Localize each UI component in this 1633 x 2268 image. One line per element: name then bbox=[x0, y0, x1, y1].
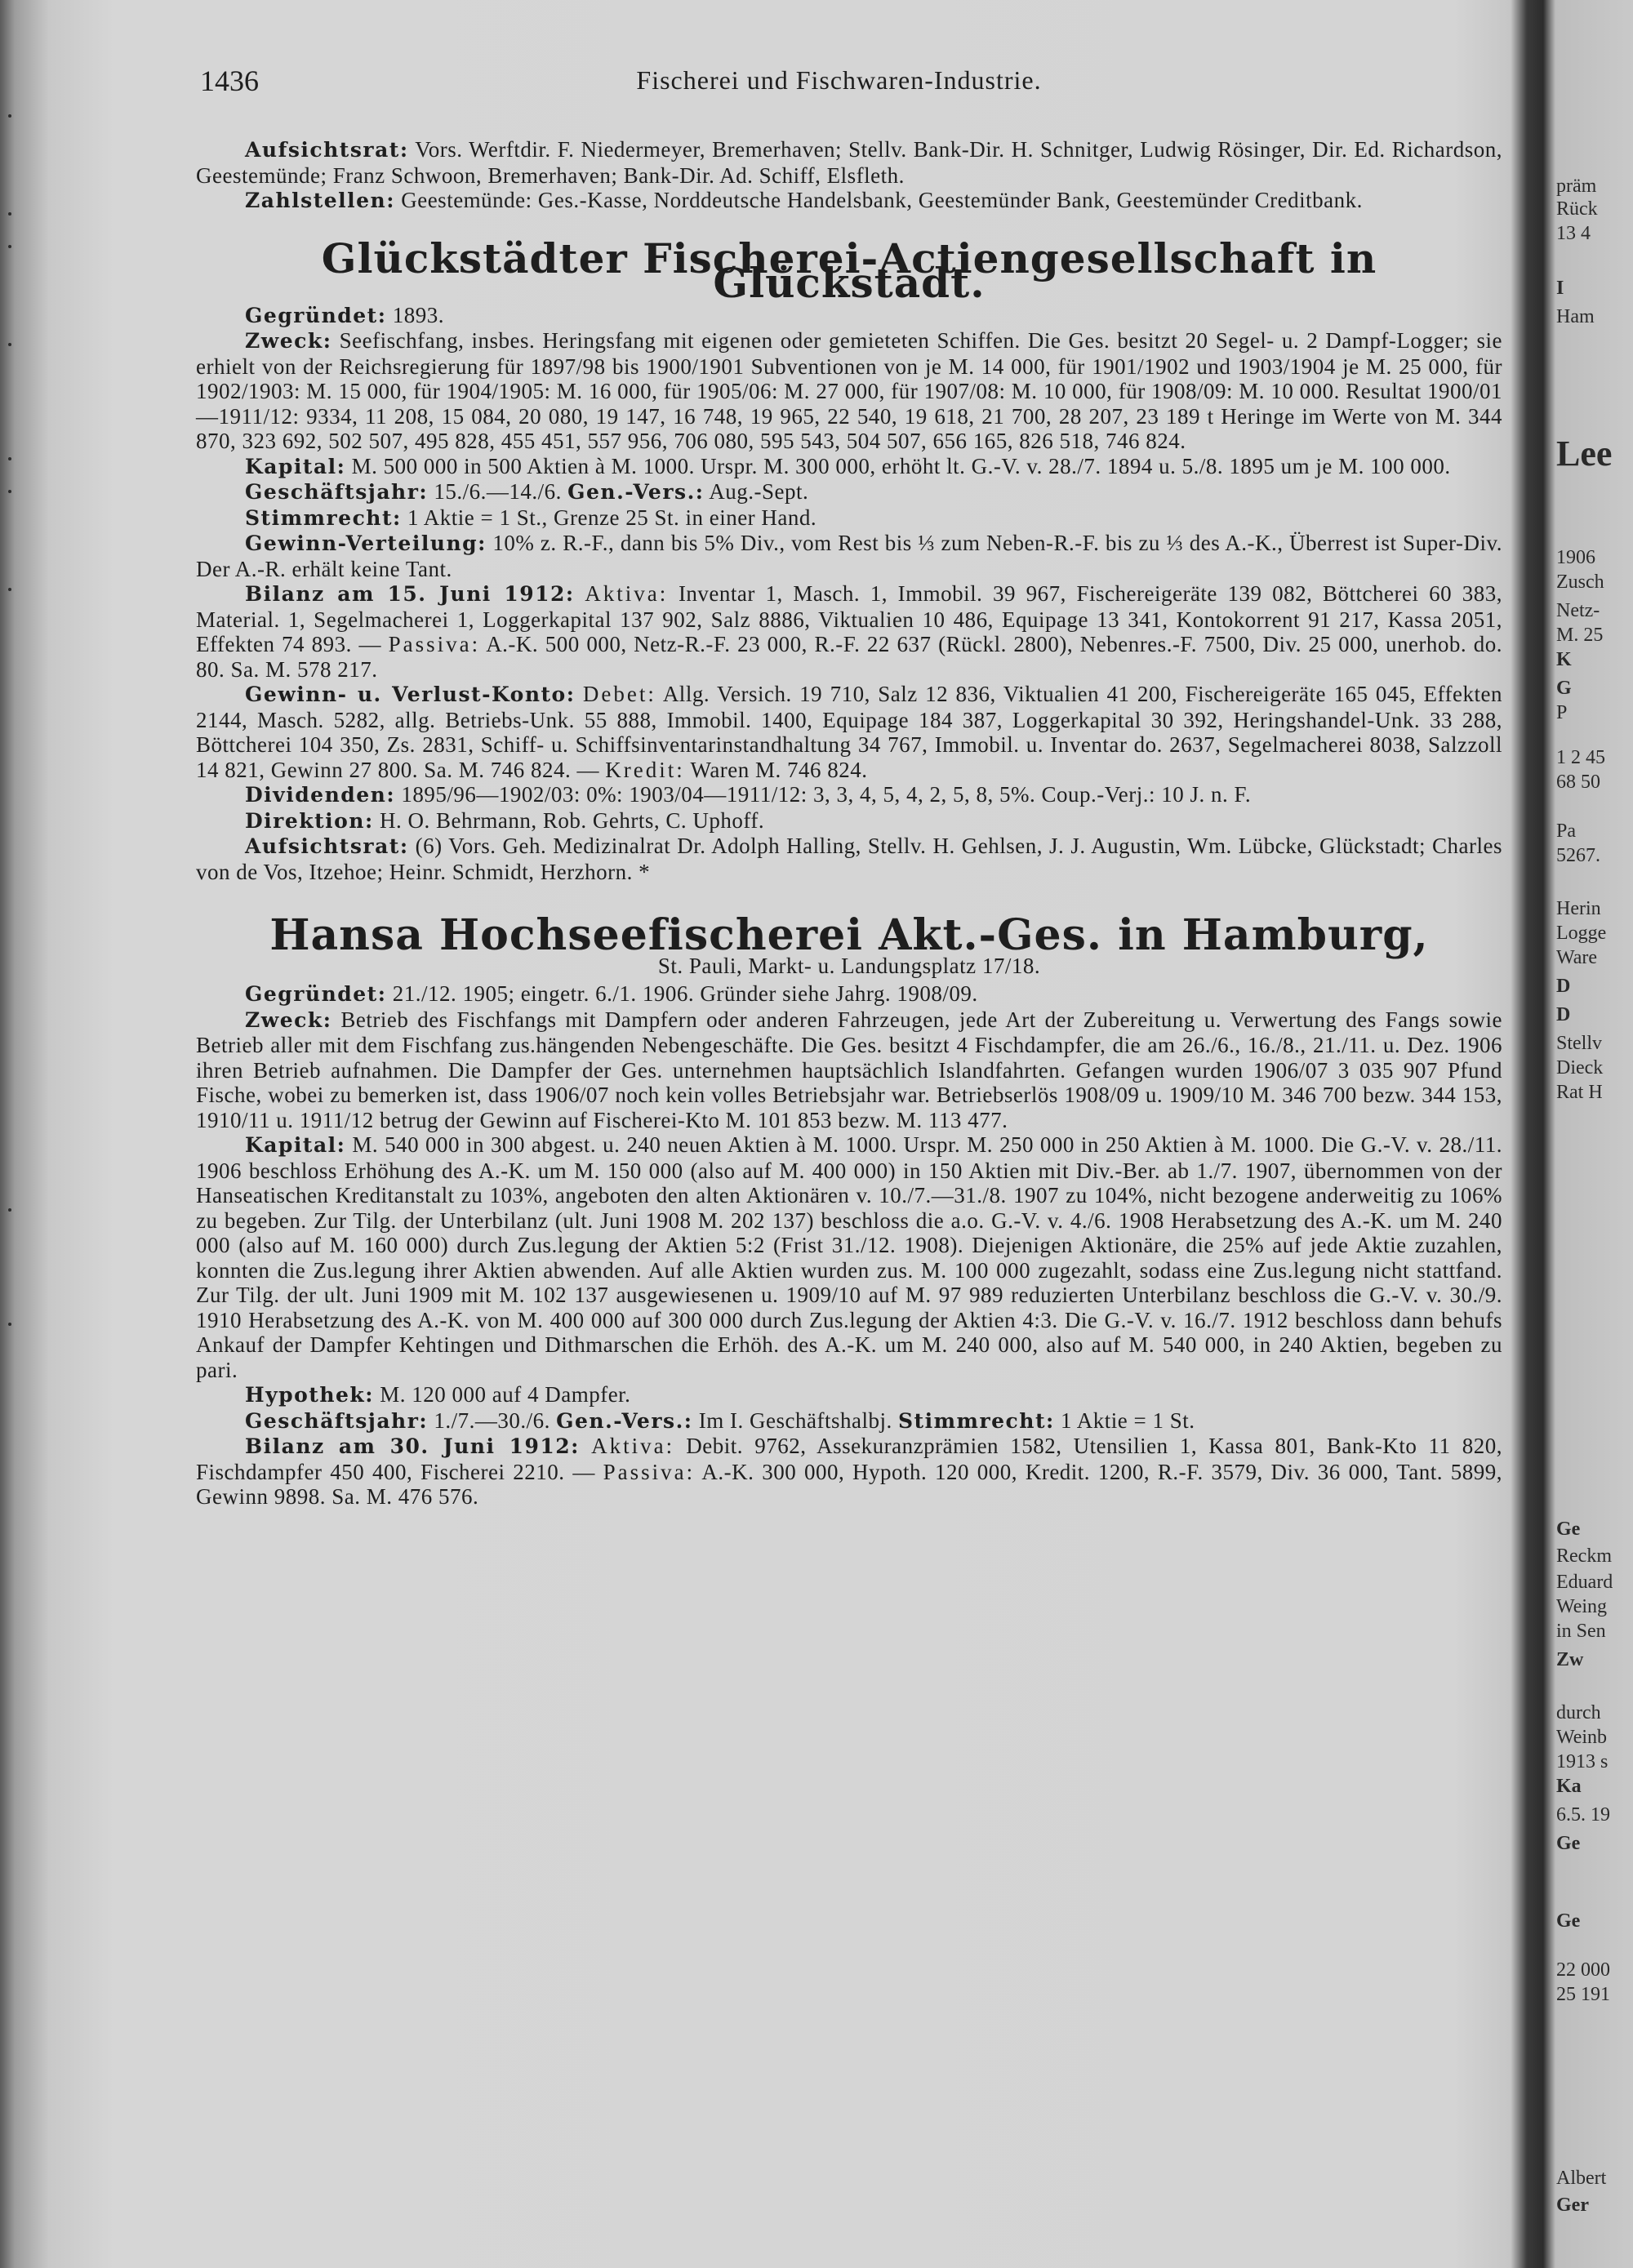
entry-zahlstellen-previous: Zahlstellen: Geestemünde: Ges.-Kasse, Norddeutsche Handelsbank, Geestemünder Bank, Geestemünder Creditbank. bbox=[245, 188, 1363, 212]
entry-gewinn-verlust-konto: Gewinn- u. Verlust-Konto: Debet: Allg. Versich. 19 710, Salz 12 836, Viktualien 41 200, Fischereigeräte 165 045, Effekten 2144, Masch. 5282, allg. Betriebs-Unk. 55 888, Immobil. 1400, Equipage 184 387, Loggerkapital 30 392, Heringshandel-Unk. 33 288, Böttcherei 104 350, Zs. 2831, Schiff- u. Schiffsinventarinstandhaltung 34 767, Immobil. u. Inventar do. 2637, Segelmacherei 8038, Salzzoll 14 821, Gewinn 27 800. Sa. M. 746 824. — Kredit: Waren M. 746 824. bbox=[196, 682, 1502, 782]
entry-zweck: Zweck: Seefischfang, insbes. Heringsfang mit eigenen oder gemieteten Schiffen. Die Ges. besitzt 20 Segel- u. 2 Dampf-Logger; sie erhielt von der Reichsregierung für 1897/98 bis 1900/1901 Subventionen von je M. 14 000, für 1901/1902 und 1903/1904 je M. 25 000, für 1902/1903: M. 15 000, für 1904/1905: M. 16 000, für 1905/06: M. 27 000, für 1907/08: M. 10 000, für 1908/09: M. 10 000. Resultat 1900/01—1911/12: 9334, 11 208, 15 084, 20 080, 19 147, 16 748, 19 965, 22 540, 19 618, 21 700, 28 207, 23 189 t Heringe im Werte von M. 344 870, 323 692, 502 507, 495 828, 455 451, 557 956, 706 080, 595 543, 504 507, 656 165, 826 518, 746 824. bbox=[196, 328, 1503, 453]
company-title-hansa: Hansa Hochseefischerei Akt.-Ges. in Hamburg, bbox=[269, 910, 1429, 960]
entry-geschaeftsjahr: Geschäftsjahr: 15./6.—14./6. Gen.-Vers.: Aug.-Sept. bbox=[245, 479, 809, 504]
book-page bbox=[184, 0, 1503, 2268]
entry-direktion: Direktion: H. O. Behrmann, Rob. Gehrts, C. Uphoff. bbox=[245, 807, 765, 833]
adjacent-page-fragments: präm Rück 13 4 I Ham Lee 1906 Zusch Netz- M. 25 K G P 1 2 45 68 50 Pa 5267. Herin Logge Ware D D Stellv Dieck Rat H Ge Reckm Eduard Weing in Sen Zw durch Weinb 1913 s Ka 6.5. 19 Ge Ge 22 000 25 191 Albert Ger bbox=[1556, 176, 1613, 2216]
entry-gegruendet: Gegründet: 1893. bbox=[245, 302, 444, 327]
entry-aufsichtsrat: Aufsichtsrat: (6) Vors. Geh. Medizinalrat Dr. Adolph Halling, Stellv. H. Gehlsen, J. J. Augustin, Wm. Lübcke, Glückstadt; Charles von de Vos, Itzehoe; Heinr. Schmidt, Herzhorn. * bbox=[196, 834, 1503, 884]
entry-dividenden: Dividenden: 1895/96—1902/03: 0%: 1903/04—1911/12: 3, 3, 4, 5, 4, 2, 5, 8, 5%. Coup.-Verj.: 10 J. n. F. bbox=[245, 782, 1252, 807]
entry-geschaeftsjahr-hansa: Geschäftsjahr: 1./7.—30./6. Gen.-Vers.: Im I. Geschäftshalbj. Stimmrecht: 1 Aktie = 1 St. bbox=[245, 1407, 1195, 1433]
page-number: 1436 bbox=[200, 64, 259, 97]
entry-aufsichtsrat-previous: Aufsichtsrat: Vors. Werftdir. F. Niedermeyer, Bremerhaven; Stellv. Bank-Dir. H. Schnitger, Ludwig Rösinger, Dir. Ed. Richardson, Geestemünde; Franz Schwoon, Bremerhaven; Bank-Dir. Ad. Schiff, Elsfleth. bbox=[196, 137, 1503, 188]
page-body bbox=[196, 137, 1502, 1510]
entry-kapital-hansa: Kapital: M. 540 000 in 300 abgest. u. 240 neuen Aktien à M. 1000. Urspr. M. 250 000 in 250 Aktien à M. 1000. Die G.-V. v. 28./11. 1906 beschloss Erhöhung des A.-K. um M. 150 000 (also auf M. 400 000) in 150 Aktien mit Div.-Ber. ab 1./7. 1907, übernommen von der Hanseatischen Kreditanstalt zu 103%, angeboten den alten Aktionären v. 10./7.—31./8. 1907 zu 104%, nicht bezogene anderweitig zu 106% zu begeben. Zur Tilg. der Unterbilanz (ult. Juni 1908 M. 202 137) beschloss die a.o. G.-V. v. 4./6. 1908 Herabsetzung des A.-K. um M. 240 000 (also auf M. 160 000) durch Zus.legung der Aktien 5:2 (Frist 31./12. 1908). Diejenigen Aktionäre, die 25% auf jede Aktie zuzahlen, konnten die Zus.legung ihrer Aktien abwenden. Auf alle Aktien wurden zus. M. 100 000 zugezahlt, sodass eine Zus.legung nicht stattfand. Zur Tilg. der ult. Juni 1909 mit M. 102 137 ausgewiesenen u. 1909/10 auf M. 97 989 reduzierten Unterbilanz beschloss die G.-V. v. 30./9. 1910 Herabsetzung des A.-K. von M. 400 000 auf 300 000 durch Zus.legung der Aktien 4:3. Die G.-V. v. 16./7. 1912 beschloss dann behufs Ankauf der Dampfer Kehtingen und Dithmarschen die Erhöh. des A.-K. um M. 240 000, also auf M. 540 000, in 240 Aktien, begeben zu pari. bbox=[196, 1132, 1503, 1382]
entry-gegruendet-hansa: Gegründet: 21./12. 1905; eingetr. 6./1. 1906. Gründer siehe Jahrg. 1908/09. bbox=[245, 981, 978, 1006]
entry-bilanz: Bilanz am 15. Juni 1912: Aktiva: Inventar 1, Masch. 1, Immobil. 39 967, Fischereigeräte 139 082, Böttcherei 60 383, Material. 1, Segelmacherei 1, Loggerkapital 137 902, Salz 8886, Viktualien 10 486, Equipage 13 341, Kontokorrent 91 217, Kassa 2051, Effekten 74 893. — Passiva: A.-K. 500 000, Netz-R.-F. 23 000, R.-F. 22 637 (Rückl. 2800), Nebenres.-F. 7500, Div. 25 000, unerhob. do. 80. Sa. M. 578 217. bbox=[196, 581, 1503, 682]
company-title-glueckstadt: Glückstädter Fischerei-Actiengesellschaft in Glückstadt. bbox=[321, 233, 1377, 307]
entry-kapital: Kapital: M. 500 000 in 500 Aktien à M. 1000. Urspr. M. 300 000, erhöht lt. G.-V. v. 28./7. 1894 u. 5./8. 1895 um je M. 100 000. bbox=[245, 453, 1451, 478]
left-margin-specks bbox=[3, 0, 28, 2268]
company-address-hansa: St. Pauli, Markt- u. Landungsplatz 17/18. bbox=[657, 953, 1041, 978]
entry-gewinn-verteilung: Gewinn-Verteilung: 10% z. R.-F., dann bis 5% Div., vom Rest bis ⅓ zum Neben-R.-F. bis zu ⅓ des A.-K., Überrest ist Super-Div. Der A.-R. erhält keine Tant. bbox=[196, 531, 1502, 581]
entry-bilanz-hansa: Bilanz am 30. Juni 1912: Aktiva: Debit. 9762, Assekuranzprämien 1582, Utensilien 1, Kassa 801, Bank-Kto 11 820, Fischdampfer 450 400, Fischerei 2210. — Passiva: A.-K. 300 000, Hypoth. 120 000, Kredit. 1200, R.-F. 3579, Div. 36 000, Tant. 5899, Gewinn 9898. Sa. M. 476 576. bbox=[196, 1434, 1502, 1509]
entry-zweck-hansa: Zweck: Betrieb des Fischfangs mit Dampfern oder anderen Fahrzeugen, jede Art der Zubereitung u. Verwertung des Fangs sowie Betrieb aller mit dem Fischfang zus.hängenden Nebengeschäfte. Die Ges. besitzt 4 Fischdampfer, die am 26./6., 16./8., 21./11. u. Dez. 1906 ihren Betrieb aufnahmen. Die Dampfer der Ges. unternehmen hauptsächlich Islandfahrten. Gefangen wurden 1906/07 3 035 907 Pfund Fische, wobei zu bemerken ist, dass 1906/07 noch kein volles Betriebsjahr war. Betriebserlös 1908/09 u. 1909/10 M. 346 700 bezw. 344 153, 1910/11 u. 1911/12 betrug der Gewinn auf Fischerei-Kto M. 101 853 bezw. M. 113 477. bbox=[196, 1007, 1503, 1132]
running-title: Fischerei und Fischwaren-Industrie. bbox=[636, 65, 1042, 95]
page-header bbox=[184, 64, 1494, 105]
entry-stimmrecht: Stimmrecht: 1 Aktie = 1 St., Grenze 25 St. in einer Hand. bbox=[245, 505, 817, 530]
entry-hypothek-hansa: Hypothek: M. 120 000 auf 4 Dampfer. bbox=[245, 1382, 631, 1407]
